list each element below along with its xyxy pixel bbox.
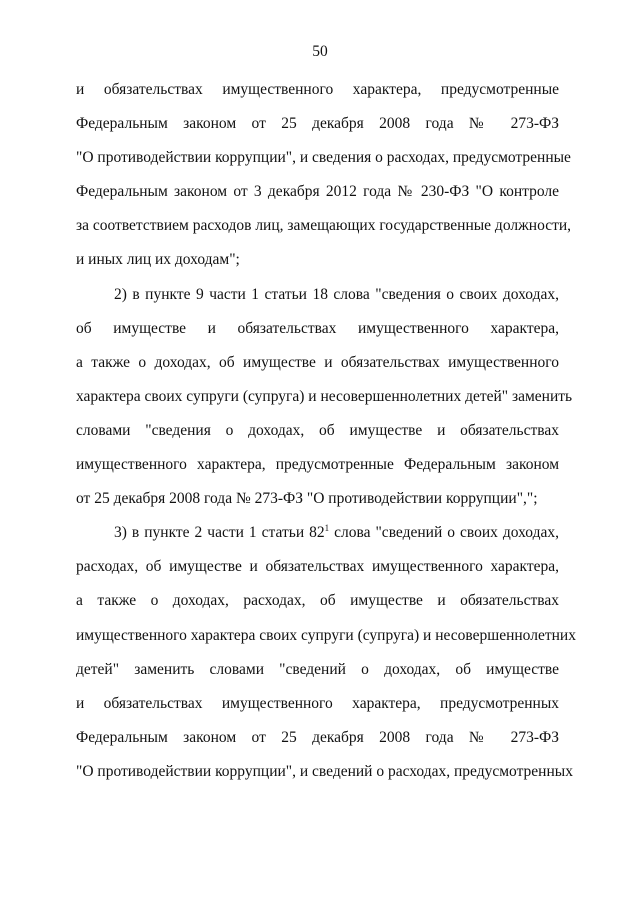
text-line: Федеральным законом от 3 декабря 2012 года № 230-ФЗ "О контроле (76, 183, 559, 201)
page-number: 50 (312, 43, 328, 60)
text-segment: слова "сведений о своих доходах, (329, 524, 559, 542)
text-line: "О противодействии коррупции", и сведений о расходах, предусмотренных (76, 762, 573, 780)
document-body (76, 73, 576, 789)
paragraph-first-line: 2) в пункте 9 части 1 статьи 18 слова "сведения о своих доходах, (114, 285, 559, 303)
text-line: и обязательствах имущественного характера, предусмотренные (76, 81, 559, 98)
text-line: и иных лиц их доходам"; (76, 251, 240, 269)
text-line: и обязательствах имущественного характера, предусмотренных (76, 694, 559, 712)
text-line: "О противодействии коррупции", и сведения о расходах, предусмотренные (76, 149, 571, 167)
text-line: а также о доходах, расходах, об имуществе и обязательствах (76, 592, 559, 610)
paragraph-first-line (76, 516, 559, 550)
text-line: имущественного характера, предусмотренные Федеральным законом (76, 456, 559, 474)
text-line: характера своих супруги (супруга) и несовершеннолетних детей" заменить (76, 387, 573, 405)
text-line: расходах, об имуществе и обязательствах имущественного характера, (76, 558, 559, 576)
superscript: 1 (324, 523, 330, 534)
text-line: имущественного характера своих супруги (супруга) и несовершеннолетних (76, 626, 576, 644)
text-line: от 25 декабря 2008 года № 273-ФЗ "О противодействии коррупции","; (76, 490, 538, 508)
text-line: а также о доходах, об имуществе и обязательствах имущественного (76, 353, 559, 371)
text-line: детей" заменить словами "сведений о доходах, об имуществе (76, 660, 559, 678)
text-line: словами "сведения о доходах, об имуществе и обязательствах (76, 421, 559, 439)
text-line: об имуществе и обязательствах имущественного характера, (76, 319, 559, 337)
text-line: Федеральным законом от 25 декабря 2008 года № 273-ФЗ (76, 115, 559, 133)
text-line: Федеральным законом от 25 декабря 2008 года № 273-ФЗ (76, 728, 559, 746)
text-line: за соответствием расходов лиц, замещающих государственные должности, (76, 217, 572, 235)
text-segment: 3) в пункте 2 части 1 статьи 82 (114, 524, 325, 542)
